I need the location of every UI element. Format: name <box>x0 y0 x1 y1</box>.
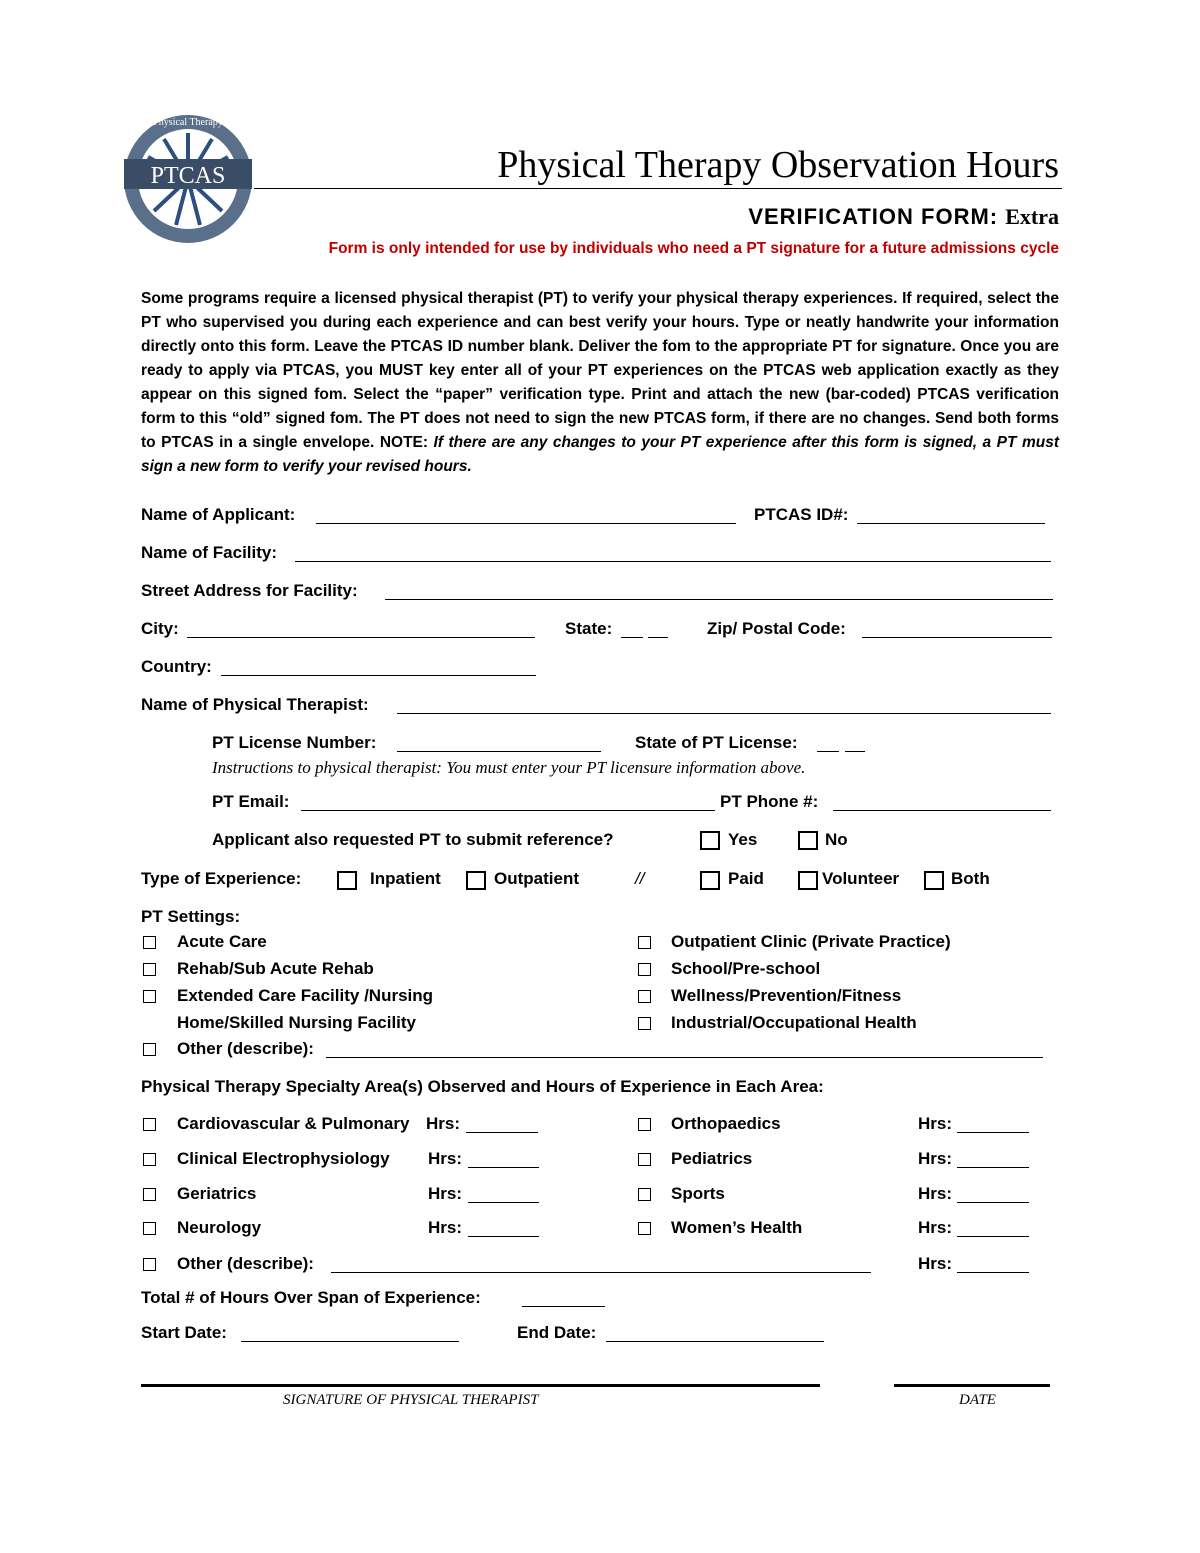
specialty-checkbox-sports[interactable] <box>638 1188 651 1201</box>
reference-yes-label: Yes <box>728 830 758 849</box>
specialty-checkbox-neurology[interactable] <box>143 1222 156 1235</box>
zip-field[interactable] <box>862 620 1052 638</box>
specialty-checkbox-geriatrics[interactable] <box>143 1188 156 1201</box>
specialty-hrs-label-geriatrics: Hrs: <box>428 1184 463 1203</box>
pt-phone-label: PT Phone #: <box>720 792 819 811</box>
country-field[interactable] <box>221 658 536 676</box>
setting-label-acute-care: Acute Care <box>177 932 267 951</box>
specialty-hrs-field-cardio[interactable] <box>466 1115 538 1133</box>
settings-heading: PT Settings: <box>141 907 241 926</box>
experience-type-label: Type of Experience: <box>141 869 302 888</box>
country-label: Country: <box>141 657 212 676</box>
specialty-hrs-label-womens-health: Hrs: <box>918 1218 953 1237</box>
volunteer-label: Volunteer <box>822 869 900 888</box>
specialty-hrs-label-pediatrics: Hrs: <box>918 1149 953 1168</box>
pt-name-field[interactable] <box>397 696 1051 714</box>
specialty-label-geriatrics: Geriatrics <box>177 1184 257 1203</box>
end-date-field[interactable] <box>606 1324 824 1342</box>
state-label: State: <box>565 619 613 638</box>
setting-label-outpatient-clinic: Outpatient Clinic (Private Practice) <box>671 932 951 951</box>
facility-name-field[interactable] <box>295 544 1051 562</box>
pt-email-field[interactable] <box>301 793 715 811</box>
intro-italic-note: If there are any changes to your PT experience after this form is signed, a PT must sign a new form to verify your revised hours. <box>141 434 1059 475</box>
both-label: Both <box>951 869 990 888</box>
outpatient-label: Outpatient <box>494 869 579 888</box>
paid-label: Paid <box>728 869 764 888</box>
paid-checkbox[interactable] <box>700 871 720 890</box>
setting-other-field[interactable] <box>326 1040 1043 1058</box>
outpatient-checkbox[interactable] <box>466 871 486 890</box>
specialty-hrs-field-sports[interactable] <box>957 1185 1029 1203</box>
experience-separator: // <box>635 869 645 888</box>
specialty-hrs-label-electro: Hrs: <box>428 1149 463 1168</box>
setting-label-extended-care-cont: Home/Skilled Nursing Facility <box>177 1013 417 1032</box>
pt-license-state-field-1[interactable] <box>817 734 839 752</box>
specialty-checkbox-electro[interactable] <box>143 1153 156 1166</box>
specialty-checkbox-pediatrics[interactable] <box>638 1153 651 1166</box>
specialty-hrs-label-sports: Hrs: <box>918 1184 953 1203</box>
specialty-label-neurology: Neurology <box>177 1218 262 1237</box>
specialty-checkbox-other[interactable] <box>143 1258 156 1271</box>
pt-name-label: Name of Physical Therapist: <box>141 695 369 714</box>
start-date-field[interactable] <box>241 1324 459 1342</box>
ptcas-logo <box>122 113 254 245</box>
pt-license-state-field-2[interactable] <box>845 734 865 752</box>
state-field-2[interactable] <box>648 620 668 638</box>
specialty-label-womens-health: Women’s Health <box>671 1218 803 1237</box>
title-rule <box>254 188 1062 189</box>
setting-label-extended-care: Extended Care Facility /Nursing <box>177 986 434 1005</box>
setting-label-school: School/Pre-school <box>671 959 821 978</box>
notice-text: Form is only intended for use by individuals who need a PT signature for a future admissions cycle <box>328 240 1059 257</box>
setting-label-other: Other (describe): <box>177 1039 314 1058</box>
setting-checkbox-industrial[interactable] <box>638 1017 651 1030</box>
specialty-hrs-field-womens-health[interactable] <box>957 1219 1029 1237</box>
reference-yes-checkbox[interactable] <box>700 831 720 850</box>
signature-line[interactable] <box>141 1384 820 1387</box>
specialty-hrs-label-orthopaedics: Hrs: <box>918 1114 953 1133</box>
specialty-heading: Physical Therapy Specialty Area(s) Observed and Hours of Experience in Each Area: <box>141 1077 824 1096</box>
page-title: Physical Therapy Observation Hours <box>497 144 1059 186</box>
subtitle-label: VERIFICATION FORM: <box>748 204 999 229</box>
pt-phone-field[interactable] <box>833 793 1051 811</box>
setting-label-industrial: Industrial/Occupational Health <box>671 1013 917 1032</box>
specialty-label-sports: Sports <box>671 1184 725 1203</box>
city-label: City: <box>141 619 179 638</box>
specialty-label-pediatrics: Pediatrics <box>671 1149 753 1168</box>
specialty-hrs-label-neurology: Hrs: <box>428 1218 463 1237</box>
specialty-checkbox-cardio[interactable] <box>143 1118 156 1131</box>
total-hours-label: Total # of Hours Over Span of Experience: <box>141 1288 481 1307</box>
specialty-hrs-field-orthopaedics[interactable] <box>957 1115 1029 1133</box>
pt-instructions: Instructions to physical therapist: You must enter your PT licensure information above. <box>212 758 806 777</box>
logo-emblem-icon <box>122 113 254 245</box>
specialty-label-other: Other (describe): <box>177 1254 314 1273</box>
pt-license-state-label: State of PT License: <box>635 733 798 752</box>
street-address-field[interactable] <box>385 582 1053 600</box>
intro-paragraph <box>141 287 1059 479</box>
pt-license-label: PT License Number: <box>212 733 377 752</box>
setting-label-rehab: Rehab/Sub Acute Rehab <box>177 959 374 978</box>
date-line[interactable] <box>894 1384 1050 1387</box>
pt-license-field[interactable] <box>397 734 601 752</box>
inpatient-label: Inpatient <box>370 869 441 888</box>
specialty-hrs-label-other: Hrs: <box>918 1254 953 1273</box>
pt-email-label: PT Email: <box>212 792 290 811</box>
specialty-checkbox-orthopaedics[interactable] <box>638 1118 651 1131</box>
intro-text: Some programs require a licensed physical therapist (PT) to verify your physical therapy experiences. If required, select the PT who supervised you during each experience and can best verify your hours. Type or neatly handwrite your information directly onto this form. Leave the PTCAS ID number blank. Deliver the fom to the appropriate PT for signature. Once you are ready to apply via PTCAS, you MUST key enter all of your PT experiences on the PTCAS web application exactly as they appear on this signed fom. Select the “paper” verification type. Print and attach the new (bar-coded) PTCAS verification form to this “old” signed fom. The PT does not need to sign the new PTCAS form, if there are no changes. Send both forms to PTCAS in a single envelope. NOTE: <box>141 290 1059 451</box>
ptcas-id-field[interactable] <box>857 506 1045 524</box>
specialty-hrs-label-cardio: Hrs: <box>426 1114 461 1133</box>
city-field[interactable] <box>187 620 535 638</box>
specialty-hrs-field-other[interactable] <box>957 1255 1029 1273</box>
signature-label: SIGNATURE OF PHYSICAL THERAPIST <box>283 1392 539 1408</box>
reference-question: Applicant also requested PT to submit reference? <box>212 830 614 849</box>
applicant-name-field[interactable] <box>316 506 736 524</box>
start-date-label: Start Date: <box>141 1323 227 1342</box>
end-date-label: End Date: <box>517 1323 597 1342</box>
reference-no-checkbox[interactable] <box>798 831 818 850</box>
specialty-label-electro: Clinical Electrophysiology <box>177 1149 390 1168</box>
specialty-hrs-field-neurology[interactable] <box>468 1219 539 1237</box>
subtitle <box>748 204 1059 230</box>
specialty-hrs-field-electro[interactable] <box>468 1150 539 1168</box>
both-checkbox[interactable] <box>924 871 944 890</box>
date-label: DATE <box>959 1392 996 1408</box>
specialty-other-field[interactable] <box>331 1255 871 1273</box>
zip-label: Zip/ Postal Code: <box>707 619 846 638</box>
subtitle-value: Extra <box>1005 204 1059 229</box>
setting-checkbox-school[interactable] <box>638 963 651 976</box>
setting-checkbox-acute-care[interactable] <box>143 936 156 949</box>
setting-checkbox-outpatient-clinic[interactable] <box>638 936 651 949</box>
specialty-checkbox-womens-health[interactable] <box>638 1222 651 1235</box>
inpatient-checkbox[interactable] <box>337 871 357 890</box>
street-address-label: Street Address for Facility: <box>141 581 358 600</box>
specialty-hrs-field-geriatrics[interactable] <box>468 1185 539 1203</box>
setting-label-wellness: Wellness/Prevention/Fitness <box>671 986 902 1005</box>
ptcas-id-label: PTCAS ID#: <box>754 505 849 524</box>
specialty-label-cardio: Cardiovascular & Pulmonary <box>177 1114 410 1133</box>
facility-name-label: Name of Facility: <box>141 543 278 562</box>
setting-checkbox-wellness[interactable] <box>638 990 651 1003</box>
reference-no-label: No <box>825 830 848 849</box>
state-field-1[interactable] <box>621 620 643 638</box>
logo-text: PTCAS <box>150 163 226 189</box>
setting-checkbox-other[interactable] <box>143 1043 156 1056</box>
logo-arc-text: Physical Therapy <box>153 117 223 128</box>
total-hours-field[interactable] <box>522 1289 605 1307</box>
specialty-label-orthopaedics: Orthopaedics <box>671 1114 781 1133</box>
setting-checkbox-rehab[interactable] <box>143 963 156 976</box>
applicant-name-label: Name of Applicant: <box>141 505 296 524</box>
specialty-hrs-field-pediatrics[interactable] <box>957 1150 1029 1168</box>
volunteer-checkbox[interactable] <box>798 871 818 890</box>
setting-checkbox-extended-care[interactable] <box>143 990 156 1003</box>
